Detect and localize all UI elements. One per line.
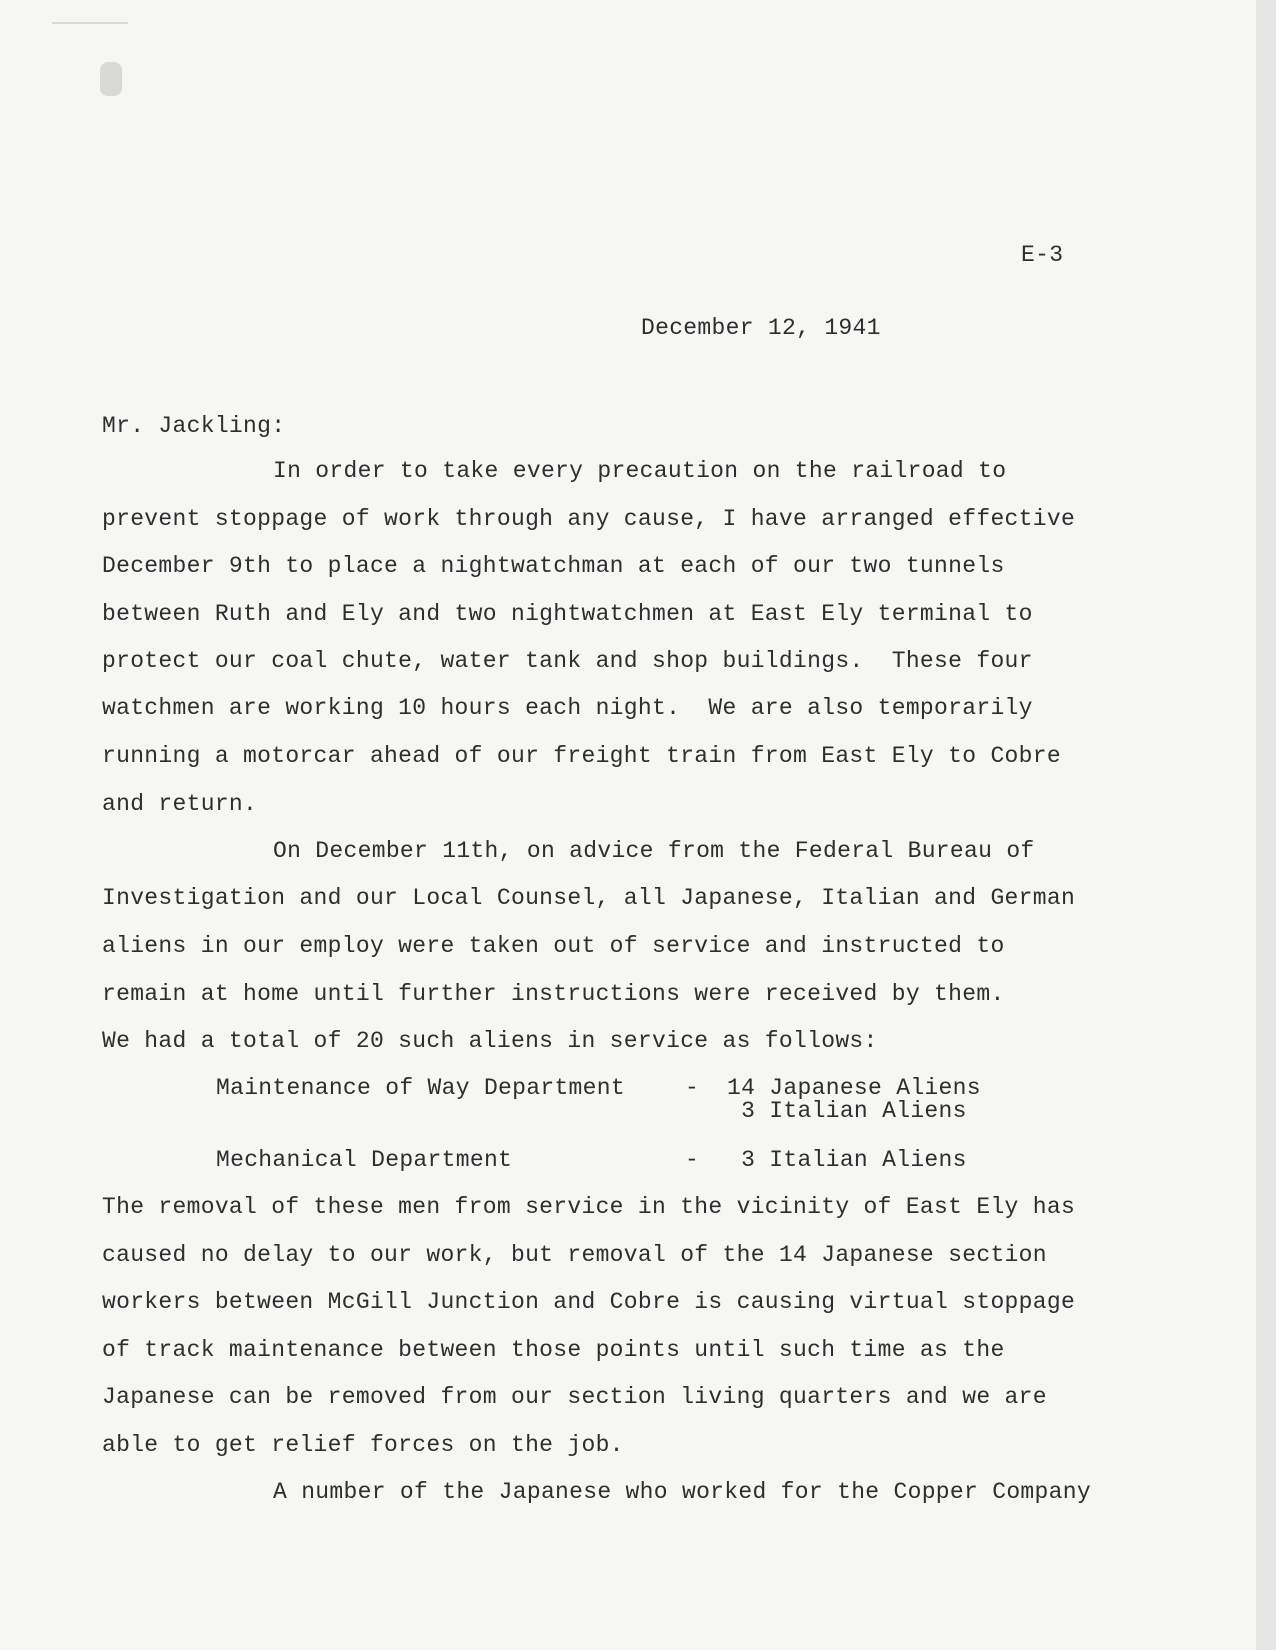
paragraph-1-line: December 9th to place a nightwatchman at each of our two tunnels (102, 553, 1005, 579)
paragraph-1-line: prevent stoppage of work through any cause, I have arranged effective (102, 506, 1076, 532)
table-entry: 14 Japanese Aliens (727, 1075, 981, 1101)
paragraph-3-line: Japanese can be removed from our section living quarters and we are (102, 1384, 1047, 1410)
paper-line (52, 22, 128, 24)
paragraph-2-line: Investigation and our Local Counsel, all Japanese, Italian and German (102, 885, 1076, 911)
paragraph-1-line: In order to take every precaution on the railroad to (273, 458, 1007, 484)
paragraph-2-line: remain at home until further instructions were received by them. (102, 981, 1005, 1007)
paragraph-1-line: watchmen are working 10 hours each night. We are also temporarily (102, 695, 1033, 721)
paragraph-1-line: protect our coal chute, water tank and shop buildings. These four (102, 648, 1033, 674)
page-edge (1256, 0, 1276, 1650)
paragraph-2-line: aliens in our employ were taken out of service and instructed to (102, 933, 1005, 959)
table-department: Maintenance of Way Department (216, 1075, 625, 1101)
paragraph-2-line: We had a total of 20 such aliens in service as follows: (102, 1028, 878, 1054)
paragraph-1-line: running a motorcar ahead of our freight train from East Ely to Cobre (102, 743, 1061, 769)
table-dash: - (685, 1147, 700, 1173)
paragraph-4-line: A number of the Japanese who worked for the Copper Company (273, 1479, 1091, 1505)
paragraph-3-line: caused no delay to our work, but removal of the 14 Japanese section (102, 1242, 1047, 1268)
paper-smudge (100, 62, 122, 96)
letter-date: December 12, 1941 (641, 315, 881, 341)
paragraph-2-line: On December 11th, on advice from the Federal Bureau of (273, 838, 1035, 864)
table-entry: 3 Italian Aliens (727, 1098, 967, 1124)
salutation: Mr. Jackling: (102, 413, 286, 439)
paragraph-3-line: workers between McGill Junction and Cobre is causing virtual stoppage (102, 1289, 1076, 1315)
paragraph-3-line: able to get relief forces on the job. (102, 1432, 624, 1458)
table-department: Mechanical Department (216, 1147, 513, 1173)
table-entry: 3 Italian Aliens (727, 1147, 967, 1173)
paragraph-1-line: and return. (102, 791, 258, 817)
table-dash: - (685, 1075, 700, 1101)
paragraph-1-line: between Ruth and Ely and two nightwatchmen at East Ely terminal to (102, 601, 1033, 627)
paragraph-3-line: of track maintenance between those points until such time as the (102, 1337, 1005, 1363)
page-code: E-3 (1021, 242, 1064, 268)
paragraph-3-line: The removal of these men from service in the vicinity of East Ely has (102, 1194, 1076, 1220)
